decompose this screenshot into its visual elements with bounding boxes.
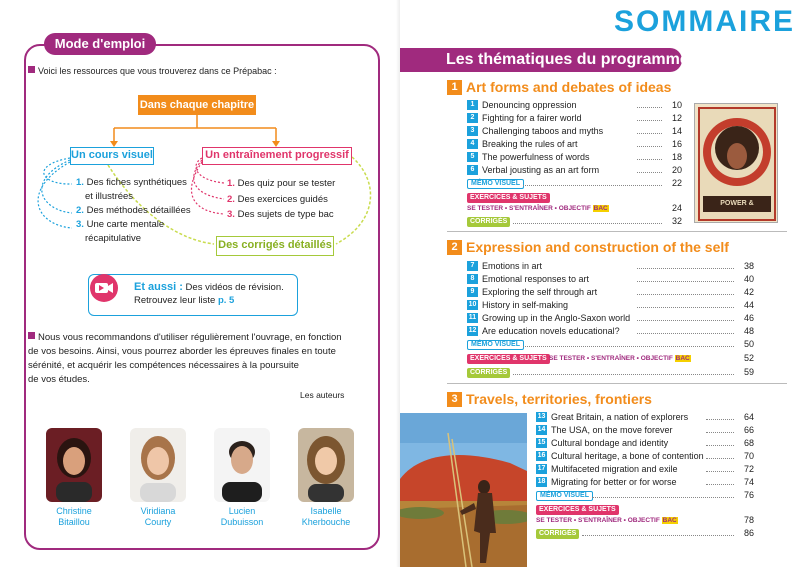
exercise-subtitle (549, 354, 691, 363)
chapter-number: 11 (468, 314, 477, 321)
chapter-title: Growing up in the Anglo-Saxon world (482, 313, 631, 323)
chapter-title: Challenging taboos and myths (482, 126, 604, 136)
dot-leader (637, 107, 662, 108)
page-number: 18 (671, 152, 682, 162)
toc-row[interactable] (467, 312, 754, 324)
bac-badge: BAC (662, 517, 677, 524)
aussi-text: Et aussi : Des vidéos de révision. Retrouvez leur liste p. 5 (134, 281, 284, 306)
chapter-number: 3 (467, 126, 478, 136)
intro-text: Voici les ressources que vous trouverez dans ce Prépabac : (28, 66, 277, 76)
poster-caption: POWER & EQUALITY (719, 200, 755, 219)
page-number: 78 (743, 515, 754, 525)
chapter-number: 1 (467, 100, 478, 110)
chapter-title: Denouncing oppression (482, 100, 577, 110)
bullet-square-icon (28, 332, 35, 339)
dot-leader (637, 268, 734, 269)
list-item: 1. Des quiz pour se tester (227, 178, 336, 189)
dot-leader (706, 458, 734, 459)
dot-leader (523, 185, 662, 186)
chapter-title: Emotional responses to art (482, 274, 590, 284)
toc-row[interactable] (467, 273, 754, 285)
cours-list (76, 176, 191, 246)
chapter-number: 4 (467, 139, 478, 149)
chapter-number: 10 (468, 301, 477, 308)
power-equality-poster (694, 103, 778, 223)
chapter-number: 13 (537, 413, 546, 420)
toc-row[interactable] (536, 437, 754, 449)
mode-emploi-heading: Mode d'emploi (44, 33, 156, 55)
chapter-title: The USA, on the move forever (551, 425, 673, 435)
list-item: 3. Une carte mentale (76, 219, 165, 230)
chapter-title: The powerfulness of words (482, 152, 590, 162)
page-number: 46 (743, 313, 754, 323)
dot-leader (706, 484, 734, 485)
dot-leader (513, 223, 662, 224)
author-name-dubuisson: Lucien Dubuisson (220, 506, 264, 527)
chapter-title: Exploring the self through art (482, 287, 598, 297)
chapter-number: 7 (467, 261, 478, 271)
list-item: récapitulative (85, 233, 141, 244)
page-number: 12 (671, 113, 682, 123)
page-number: 76 (743, 490, 754, 500)
toc-row[interactable] (467, 99, 682, 111)
chapter-title: Breaking the rules of art (482, 139, 578, 149)
toc-row[interactable] (467, 325, 754, 337)
exercices-sujets-tag[interactable]: EXERCICES & SUJETS (467, 193, 550, 203)
chapter-number: 12 (468, 327, 477, 334)
dot-leader (637, 281, 734, 282)
dot-leader (637, 294, 734, 295)
page-number: 74 (743, 477, 754, 487)
cours-visuel-box: Un cours visuel (70, 147, 154, 165)
toc-row[interactable] (536, 424, 754, 436)
sommaire-title: SOMMAIRE (614, 5, 795, 38)
chapter-title: Verbal jousting as an art form (482, 165, 600, 175)
page-number: 86 (743, 528, 754, 538)
chapter-number: 6 (467, 165, 478, 175)
dot-leader (637, 146, 662, 147)
chapter-title: History in self-making (482, 300, 569, 310)
page-number: 59 (743, 367, 754, 377)
auteurs-label: Les auteurs (300, 390, 345, 400)
dot-leader (637, 307, 734, 308)
page-number: 44 (743, 300, 754, 310)
chapter-number: 15 (537, 439, 546, 446)
section-title: Expression and construction of the self (466, 239, 729, 255)
page-number: 38 (743, 261, 754, 271)
chapter-number: 18 (537, 478, 546, 485)
exercise-steps: SE TESTER • S'ENTRAÎNER • OBJECTIF (536, 517, 662, 524)
section-title: Art forms and debates of ideas (466, 79, 672, 95)
page-number: 66 (743, 425, 754, 435)
toc-row[interactable] (536, 476, 754, 488)
dot-leader (592, 497, 734, 498)
bac-badge: BAC (593, 205, 608, 212)
toc-row[interactable] (536, 411, 754, 423)
page-5-link[interactable]: p. 5 (217, 295, 235, 306)
toc-row[interactable] (536, 463, 754, 475)
exercise-subtitle (536, 516, 678, 525)
section-number: 2 (447, 240, 462, 255)
entrainement-box: Un entraînement progressif (202, 147, 352, 165)
corriges-tag[interactable]: CORRIGÉS (467, 217, 510, 227)
page-number: 64 (743, 412, 754, 422)
author-photo-dubuisson (214, 428, 270, 502)
memo-visuel-tag[interactable]: MÉMO VISUEL (536, 491, 593, 501)
corriges-box: Des corrigés détaillés (216, 236, 334, 256)
dot-leader (637, 172, 662, 173)
section-divider (447, 383, 787, 384)
chapter-title: Emotions in art (482, 261, 543, 271)
page-number: 42 (743, 287, 754, 297)
list-item: 3. Des sujets de type bac (227, 209, 334, 220)
dot-leader (637, 159, 662, 160)
toc-row[interactable] (467, 260, 754, 272)
dot-leader (637, 333, 734, 334)
chapter-number: 5 (467, 152, 478, 162)
toc-row[interactable] (467, 151, 682, 163)
dot-leader (706, 445, 734, 446)
chapter-title: Are education novels educational? (482, 326, 620, 336)
toc-row[interactable] (536, 450, 754, 462)
exercices-sujets-tag[interactable]: EXERCICES & SUJETS (467, 354, 550, 364)
page-number: 68 (743, 438, 754, 448)
dot-leader (582, 535, 734, 536)
chapter-title: Fighting for a fairer world (482, 113, 582, 123)
dot-leader (513, 374, 734, 375)
chapter-number: 2 (467, 113, 478, 123)
section-divider (447, 231, 787, 232)
toc-row[interactable] (467, 125, 682, 137)
section-number: 1 (447, 80, 462, 95)
page-number: 14 (671, 126, 682, 136)
chapter-number: 16 (537, 452, 546, 459)
toc-row[interactable] (467, 286, 754, 298)
exercise-steps: SE TESTER • S'ENTRAÎNER • OBJECTIF (467, 205, 593, 212)
author-name-bitaillou: Christine Bitaillou (56, 506, 92, 527)
chapter-title: Great Britain, a nation of explorers (551, 412, 689, 422)
video-camera-icon (90, 274, 118, 302)
page-number: 72 (743, 464, 754, 474)
section-title: Travels, territories, frontiers (466, 391, 652, 407)
toc-row[interactable] (467, 164, 682, 176)
chapter-number: 8 (467, 274, 478, 284)
chapter-number: 17 (537, 465, 546, 472)
list-item: 1. Des fiches synthétiques (76, 177, 187, 188)
uluru-photo (400, 413, 527, 567)
chapter-title: Cultural heritage, a bone of contention (551, 451, 704, 461)
dot-leader (637, 120, 662, 121)
thematiques-heading: Les thématiques du programme (446, 51, 689, 68)
chapter-number: 9 (467, 287, 478, 297)
toc-row[interactable] (467, 138, 682, 150)
corriges-tag[interactable]: CORRIGÉS (536, 529, 579, 539)
exercise-subtitle (467, 204, 609, 213)
page-number: 32 (671, 216, 682, 226)
list-item: 2. Des exercices guidés (227, 193, 328, 205)
chapter-number: 14 (537, 426, 546, 433)
page-number: 50 (743, 339, 754, 349)
page-number: 52 (743, 353, 754, 363)
list-item: 2. Des méthodes détaillées (76, 205, 191, 216)
page-number: 48 (743, 326, 754, 336)
dot-leader (706, 419, 734, 420)
recommendation-text: Nous vous recommandons d'utiliser régulièrement l'ouvrage, en fonction de vos besoins. Ainsi, vous pourrez aborder les épreuves finales en toute sérénité, et acquérir les compétences nécessaires à la poursuite de vos études. (28, 332, 342, 385)
page-number: 70 (743, 451, 754, 461)
author-photo-kherbouche (298, 428, 354, 502)
section-number: 3 (447, 392, 462, 407)
page-number: 16 (671, 139, 682, 149)
author-name-courty: Viridiana Courty (140, 506, 176, 527)
bac-badge: BAC (675, 355, 690, 362)
memo-visuel-tag[interactable]: MÉMO VISUEL (467, 340, 524, 350)
page-number: 40 (743, 274, 754, 284)
page-number: 22 (671, 178, 682, 188)
page-number: 10 (671, 100, 682, 110)
chapter-title: Migrating for better or for worse (551, 477, 677, 487)
dot-leader (637, 320, 734, 321)
toc-row[interactable] (467, 112, 682, 124)
corriges-tag[interactable]: CORRIGÉS (467, 368, 510, 378)
page-number: 24 (671, 203, 682, 213)
toc-row[interactable] (467, 299, 754, 311)
entrainement-list (227, 176, 335, 223)
dot-leader (523, 346, 734, 347)
dot-leader (637, 133, 662, 134)
page-number: 20 (671, 165, 682, 175)
chapter-title: Multifaceted migration and exile (551, 464, 678, 474)
dot-leader (706, 471, 734, 472)
dot-leader (706, 432, 734, 433)
author-name-kherbouche: Isabelle Kherbouche (301, 506, 351, 527)
chapter-title: Cultural bondage and identity (551, 438, 669, 448)
author-photo-courty (130, 428, 186, 502)
list-item: et illustrées (85, 191, 134, 202)
author-photo-bitaillou (46, 428, 102, 502)
exercices-sujets-tag[interactable]: EXERCICES & SUJETS (536, 505, 619, 515)
exercise-steps: SE TESTER • S'ENTRAÎNER • OBJECTIF (549, 355, 675, 362)
memo-visuel-tag[interactable]: MÉMO VISUEL (467, 179, 524, 189)
dans-chaque-chapitre-box: Dans chaque chapitre (138, 95, 256, 115)
